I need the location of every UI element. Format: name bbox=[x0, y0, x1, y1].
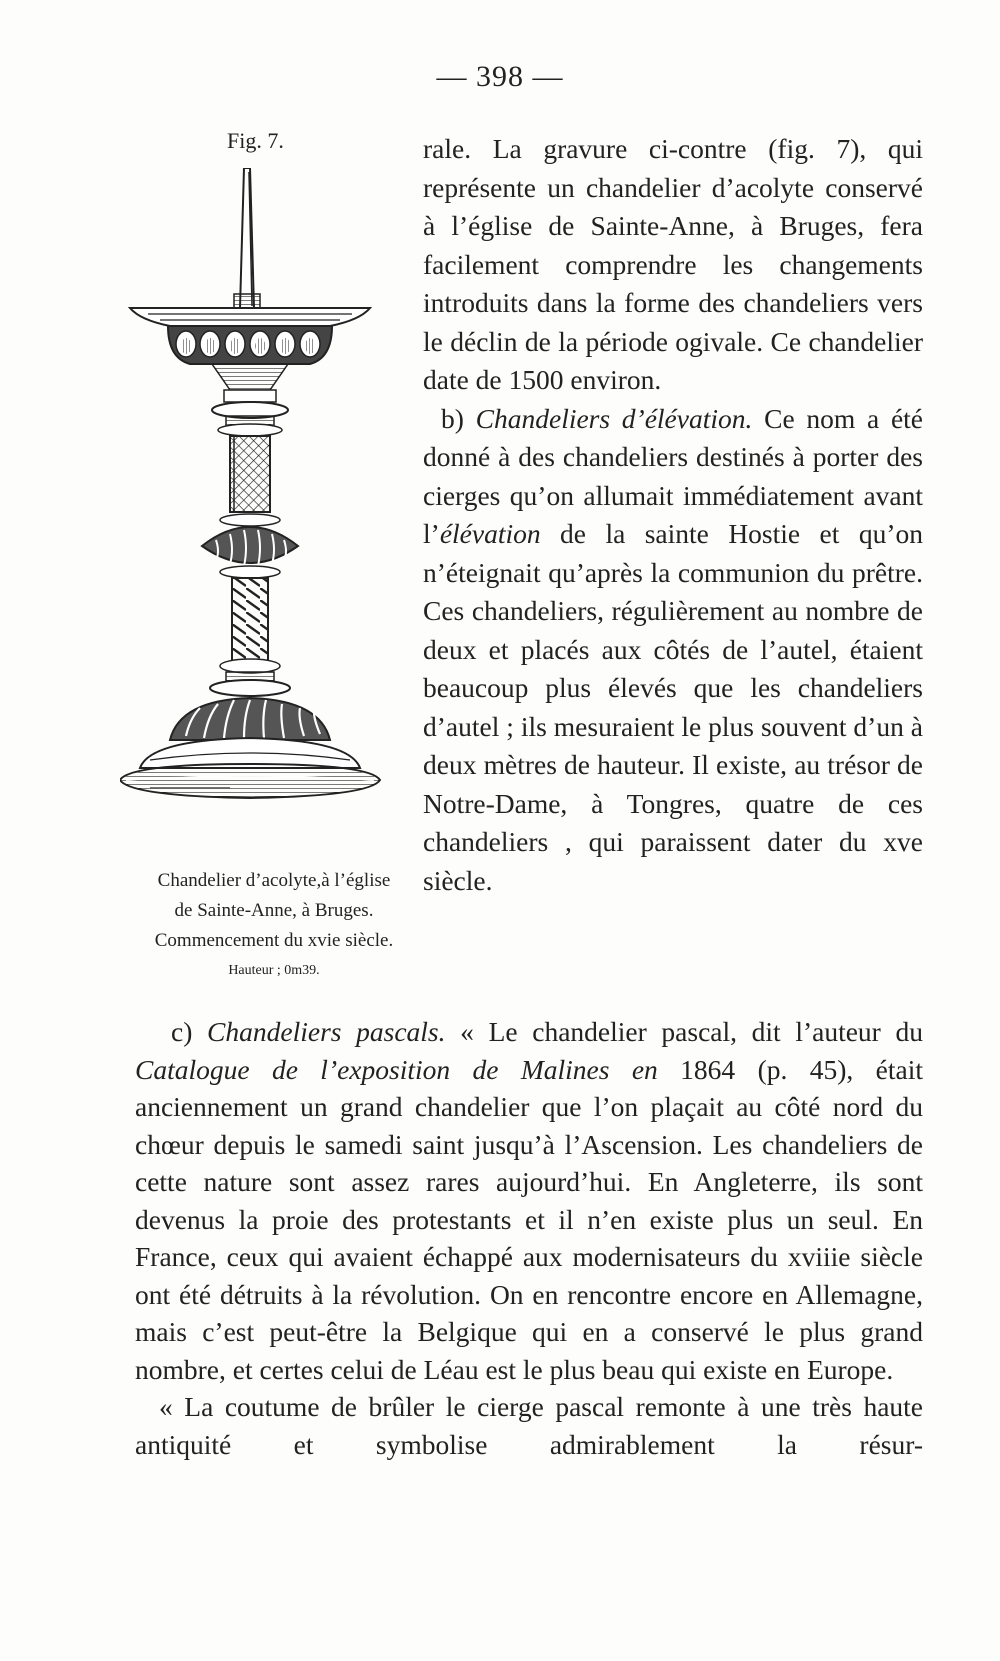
side-column-text bbox=[423, 130, 923, 900]
paragraph-elevation-text-a: Ce nom a été donné à des chandeliers destinés à porter des cierges qu’on allumait immédiatement avant l’ bbox=[423, 402, 923, 549]
caption-line-1: Chandelier d’acolyte,à l’église bbox=[157, 870, 391, 891]
paragraph-pascals bbox=[135, 1013, 923, 1388]
paragraph-coutume: « La coutume de brûler le cierge pascal remonte à une très haute antiquité et symbolise admirablement la résur- bbox=[135, 1391, 923, 1460]
caption-line-3: Commencement du xvie siècle. bbox=[154, 930, 394, 951]
heading-chandeliers-elevation: Chandeliers d’élévation. bbox=[475, 402, 753, 434]
heading-chandeliers-pascals: Chandeliers pascals. bbox=[207, 1016, 446, 1047]
paragraph-continuation: rale. La gravure ci-contre (fig. 7), qui représente un chandelier d’acolyte conservé à l’église de Sainte-Anne, à Bruges, fera facilement comprendre les changements introduits dans la forme des chandeliers vers le déclin de la période ogivale. Ce chandelier date de 1500 environ. bbox=[423, 133, 923, 395]
figure-label: Fig. 7. bbox=[227, 128, 284, 153]
page-number: — 398 — bbox=[436, 60, 564, 93]
paragraph-pascals-text-a: « Le chandelier pascal, dit l’auteur du bbox=[445, 1016, 923, 1047]
paragraph-pascals-text-b: 1864 (p. 45), était anciennement un grand chandelier que l’on plaçait au côté nord du chœur depuis le samedi saint jusqu’à l’Ascension. Les chandeliers de cette nature sont assez rares aujourd’hui. En Angleterre, ils sont devenus la proie des protestants et il n’en existe plus un seul. En France, ceux qui avaient échappé aux modernisateurs du xviiie siècle ont été détruits à la révolution. On en rencontre encore en Allemagne, mais c’est peut-être la Belgique qui en a conservé le plus grand nombre, et certes celui de Léau est le plus beau qui existe en Europe. bbox=[135, 1053, 923, 1385]
candlestick-illustration bbox=[120, 168, 420, 858]
section-marker-c: c) bbox=[171, 1016, 208, 1047]
term-elevation: élévation bbox=[439, 518, 541, 549]
figure-caption bbox=[120, 866, 428, 986]
paragraph-elevation bbox=[423, 400, 923, 901]
paragraph-elevation-text-b: de la sainte Hostie et qu’on n’éteignait qu’après la communion du prêtre. Ces chandeliers, régulièrement au nombre de deux et placés aux côtés de l’autel, étaient beaucoup plus élevés que les chandeliers d’autel ; ils mesuraient le plus souvent d’un à deux mètres de hauteur. Il existe, au trésor de Notre-Dame, à Tongres, quatre de ces chandeliers , qui paraissent dater du xve siècle. bbox=[423, 518, 923, 896]
title-catalogue: Catalogue de l’exposition de Malines en bbox=[135, 1053, 658, 1085]
full-width-text bbox=[135, 1013, 923, 1463]
section-marker-b: b) bbox=[441, 402, 476, 434]
caption-line-4: Hauteur ; 0m39. bbox=[228, 963, 320, 978]
caption-line-2: de Sainte-Anne, à Bruges. bbox=[174, 900, 374, 921]
